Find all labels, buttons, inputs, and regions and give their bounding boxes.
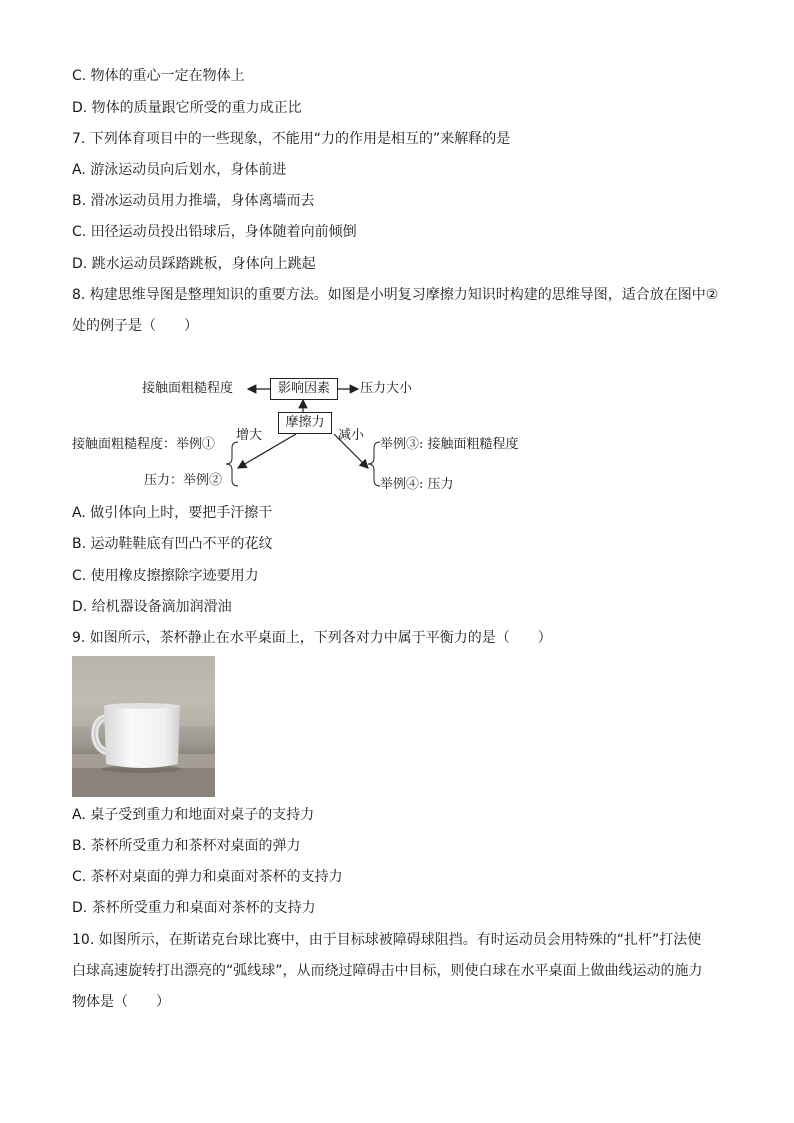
mind-map-left-factor: 接触面粗糙程度	[142, 381, 234, 396]
option-d-q7: D. 跳水运动员踩踏跳板，身体向上跳起	[72, 256, 316, 272]
option-d-q8: D. 给机器设备滴加润滑油	[72, 599, 232, 615]
tea-cup-photo	[72, 656, 215, 797]
question-10-cont: 白球高速旋转打出漂亮的“弧线球”，从而绕过障碍击中目标，则使白球在水平桌面上做曲线运动的施力	[72, 963, 703, 979]
mind-map-example-4: 举例④: 压力	[380, 477, 454, 492]
mind-map-friction-box: 摩擦力	[278, 412, 332, 434]
question-7: 7. 下列体育项目中的一些现象，不能用“力的作用是相互的”来解释的是	[72, 131, 511, 147]
mind-map-example-2: 压力：举例②	[144, 473, 223, 488]
option-c-q9: C. 茶杯对桌面的弹力和桌面对茶杯的支持力	[72, 869, 343, 885]
mind-map-example-1: 接触面粗糙程度：举例①	[72, 437, 216, 452]
question-10-cont-2: 物体是（ ）	[72, 994, 170, 1010]
mind-map-diagram	[70, 370, 550, 500]
option-b-q8: B. 运动鞋鞋底有凹凸不平的花纹	[72, 536, 273, 552]
option-c-q8: C. 使用橡皮擦擦除字迹要用力	[72, 568, 259, 584]
question-8: 8. 构建思维导图是整理知识的重要方法。如图是小明复习摩擦力知识时构建的思维导图，适合放在图中②	[72, 287, 719, 303]
option-b-q9: B. 茶杯所受重力和茶杯对桌面的弹力	[72, 838, 301, 854]
mind-map-example-3: 举例③: 接触面粗糙程度	[380, 437, 519, 452]
option-d-q6: D. 物体的质量跟它所受的重力成正比	[72, 100, 302, 116]
question-9: 9. 如图所示，茶杯静止在水平桌面上，下列各对力中属于平衡力的是（ ）	[72, 630, 552, 646]
option-a-q9: A. 桌子受到重力和地面对桌子的支持力	[72, 807, 315, 823]
option-b-q7: B. 滑冰运动员用力推墙，身体离墙而去	[72, 193, 315, 209]
question-10: 10. 如图所示，在斯诺克台球比赛中，由于目标球被障碍球阻挡。有时运动员会用特殊的“扎杆”打法使	[72, 932, 702, 948]
tea-cup-illustration	[72, 656, 215, 797]
option-a-q8: A. 做引体向上时，要把手汗擦干	[72, 505, 273, 521]
option-a-q7: A. 游泳运动员向后划水，身体前进	[72, 162, 287, 178]
mind-map-increase-label: 增大	[236, 428, 263, 443]
mind-map-decrease-label: 减小	[338, 428, 365, 443]
mind-map-right-factor: 压力大小	[360, 381, 413, 396]
option-d-q9: D. 茶杯所受重力和桌面对茶杯的支持力	[72, 900, 316, 916]
question-8-cont: 处的例子是（ ）	[72, 318, 198, 334]
option-c-q7: C. 田径运动员投出铅球后，身体随着向前倾倒	[72, 224, 357, 240]
option-c-q6: C. 物体的重心一定在物体上	[72, 68, 245, 84]
mind-map-influence-box: 影响因素	[270, 378, 338, 400]
